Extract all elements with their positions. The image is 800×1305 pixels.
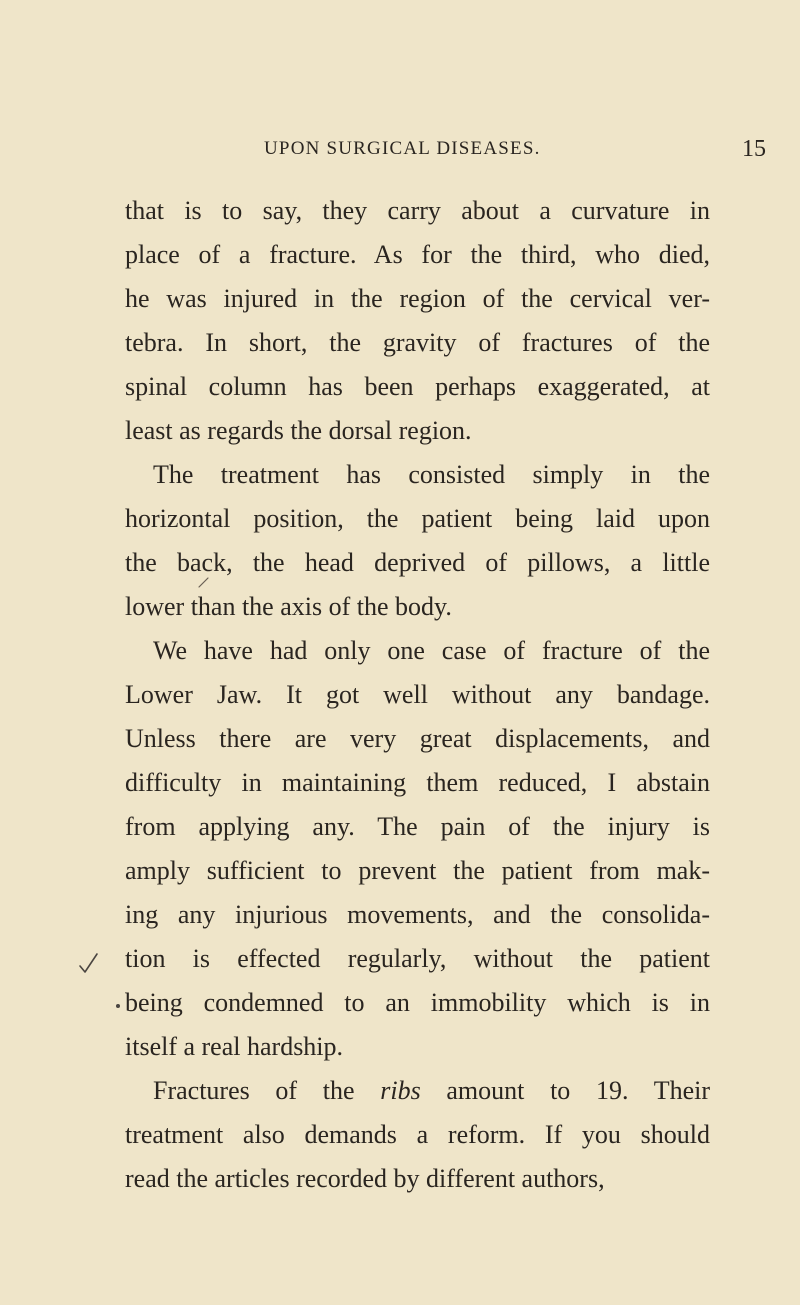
text-line: Unless there are very great displacements, and (125, 724, 710, 753)
text-line: Lower Jaw. It got well without any bandage. (125, 680, 710, 709)
text-line: from applying any. The pain of the injury is (125, 812, 710, 841)
text-line: he was injured in the region of the cervical ver- (125, 284, 710, 313)
emphasis: ribs (380, 1076, 421, 1105)
text-line: lower than the axis of the body. (125, 592, 452, 621)
text-line: horizontal position, the patient being laid upon (125, 504, 710, 533)
text-line (153, 1075, 710, 1107)
page-header (0, 133, 800, 165)
text-line: We have had only one case of fracture of the (153, 636, 710, 665)
page-number: 15 (742, 136, 766, 162)
text-line: read the articles recorded by different authors, (125, 1164, 605, 1193)
text-line: tebra. In short, the gravity of fractures of the (125, 328, 710, 357)
text-line: itself a real hardship. (125, 1032, 344, 1061)
running-head: UPON SURGICAL DISEASES. (264, 138, 541, 159)
text-line: spinal column has been perhaps exaggerated, at (125, 372, 710, 401)
dot-mark-icon (114, 1002, 122, 1010)
text-line: The treatment has consisted simply in the (153, 460, 710, 489)
text-run: Fractures of the (153, 1076, 381, 1105)
text-line: that is to say, they carry about a curvature in (125, 196, 710, 225)
text-line: amply sufficient to prevent the patient from mak- (125, 856, 710, 885)
pencil-tick-icon (198, 576, 210, 588)
text-line: the back, the head deprived of pillows, a little (125, 548, 710, 577)
text-line: tion is effected regularly, without the patient (125, 944, 710, 973)
text-line: least as regards the dorsal region. (125, 416, 472, 445)
text-line: ing any injurious movements, and the consolida- (125, 900, 710, 929)
text-line: treatment also demands a reform. If you should (125, 1120, 710, 1149)
text-line: place of a fracture. As for the third, who died, (125, 240, 710, 269)
text-line: difficulty in maintaining them reduced, I abstain (125, 768, 710, 797)
checkmark-icon (78, 950, 100, 978)
text-line: being condemned to an immobility which is in (125, 988, 710, 1017)
text-run: amount to 19. Their (420, 1076, 710, 1105)
